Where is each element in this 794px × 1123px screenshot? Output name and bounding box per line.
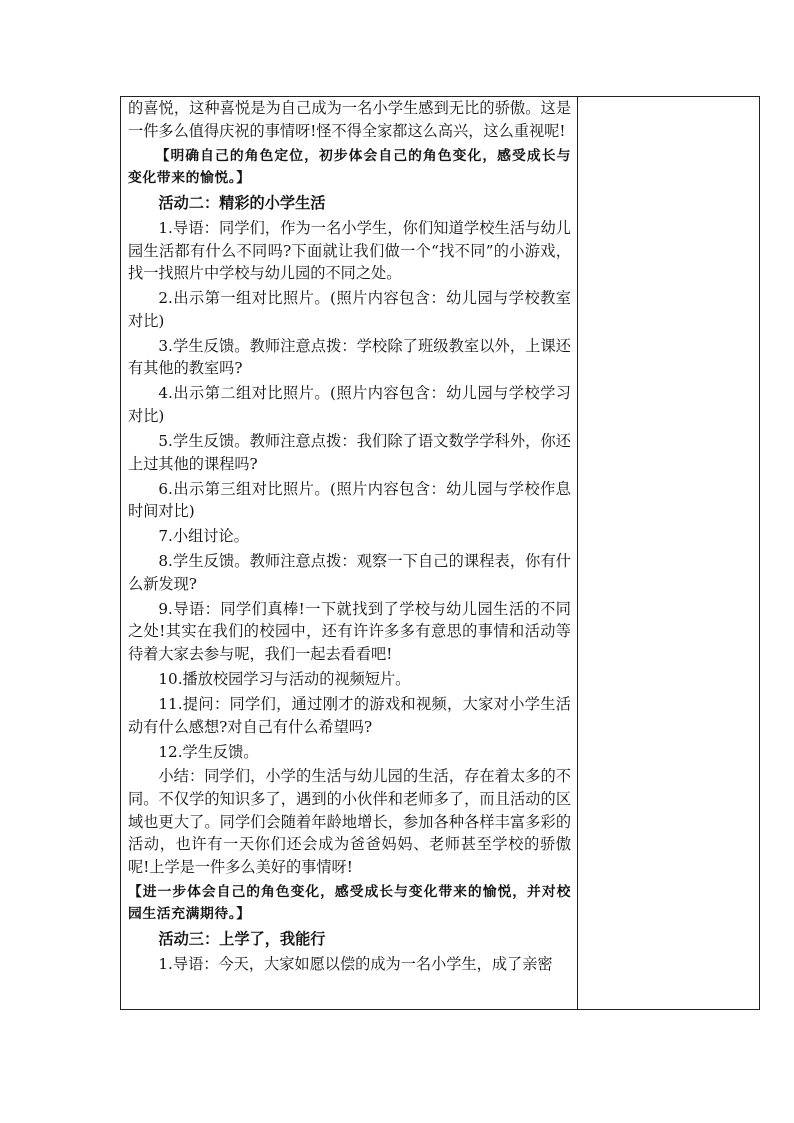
paragraph: 4.出示第二组对比照片。(照片内容包含：幼儿园与学校学习对比) — [128, 384, 571, 426]
lesson-table — [120, 96, 760, 1010]
lesson-content-cell — [121, 97, 577, 1009]
paragraph: 12.学生反馈。 — [158, 742, 259, 761]
paragraph: 的喜悦，这种喜悦是为自己成为一名小学生感到无比的骄傲。这是一件多么值得庆祝的事情呀!怪不得全家都这么高兴，这么重视呢! — [128, 99, 571, 140]
paragraph: 8.学生反馈。教师注意点拨：观察一下自己的课程表，你有什么新发现? — [128, 552, 571, 593]
teaching-note: 【明确自己的角色定位，初步体会自己的角色变化，感受成长与变化带来的愉悦。】 — [128, 147, 571, 187]
summary-paragraph: 小结：同学们，小学的生活与幼儿园的生活，存在着太多的不同。不仅学的知识多了，遇到的小伙伴和老师多了，而且活动的区域也更大了。同学们会随着年龄地增长，参加各种各样丰富多彩的活动，也许有一天你们还会成为爸爸妈妈、老师甚至学校的骄傲呢!上学是一件多么美好的事情呀! — [128, 767, 571, 876]
paragraph: 10.播放校园学习与活动的视频短片。 — [158, 669, 411, 688]
activity-heading: 活动二：精彩的小学生活 — [158, 194, 326, 213]
paragraph: 3.学生反馈。教师注意点拨：学校除了班级教室以外，上课还有其他的教室吗? — [128, 336, 571, 378]
paragraph: 5.学生反馈。教师注意点拨：我们除了语文数学学科外，你还上过其他的课程吗? — [128, 432, 571, 473]
paragraph: 1.导语：同学们，作为一名小学生，你们知道学校生活与幼儿园生活都有什么不同吗?下面就让我们做一个“找不同”的小游戏，找一找照片中学校与幼儿园的不同之处。 — [128, 219, 571, 283]
teaching-note: 【进一步体会自己的角色变化，感受成长与变化带来的愉悦，并对校园生活充满期待。】 — [128, 883, 571, 923]
activity-heading: 活动三：上学了，我能行 — [158, 930, 326, 949]
paragraph: 1.导语：今天，大家如愿以偿的成为一名小学生，成了亲密 — [158, 955, 553, 974]
notes-cell — [578, 97, 759, 1009]
paragraph: 11.提问：同学们，通过刚才的游戏和视频，大家对小学生活动有什么感想?对自己有什么希望吗? — [128, 694, 571, 736]
paragraph: 7.小组讨论。 — [158, 527, 249, 546]
paragraph: 9.导语：同学们真棒!一下就找到了学校与幼儿园生活的不同之处!其实在我们的校园中，还有许许多多有意思的事情和活动等待着大家去参与呢，我们一起去看看吧! — [128, 599, 571, 663]
paragraph: 6.出示第三组对比照片。(照片内容包含：幼儿园与学校作息时间对比) — [128, 479, 571, 521]
paragraph: 2.出示第一组对比照片。(照片内容包含：幼儿园与学校教室对比) — [128, 289, 571, 330]
